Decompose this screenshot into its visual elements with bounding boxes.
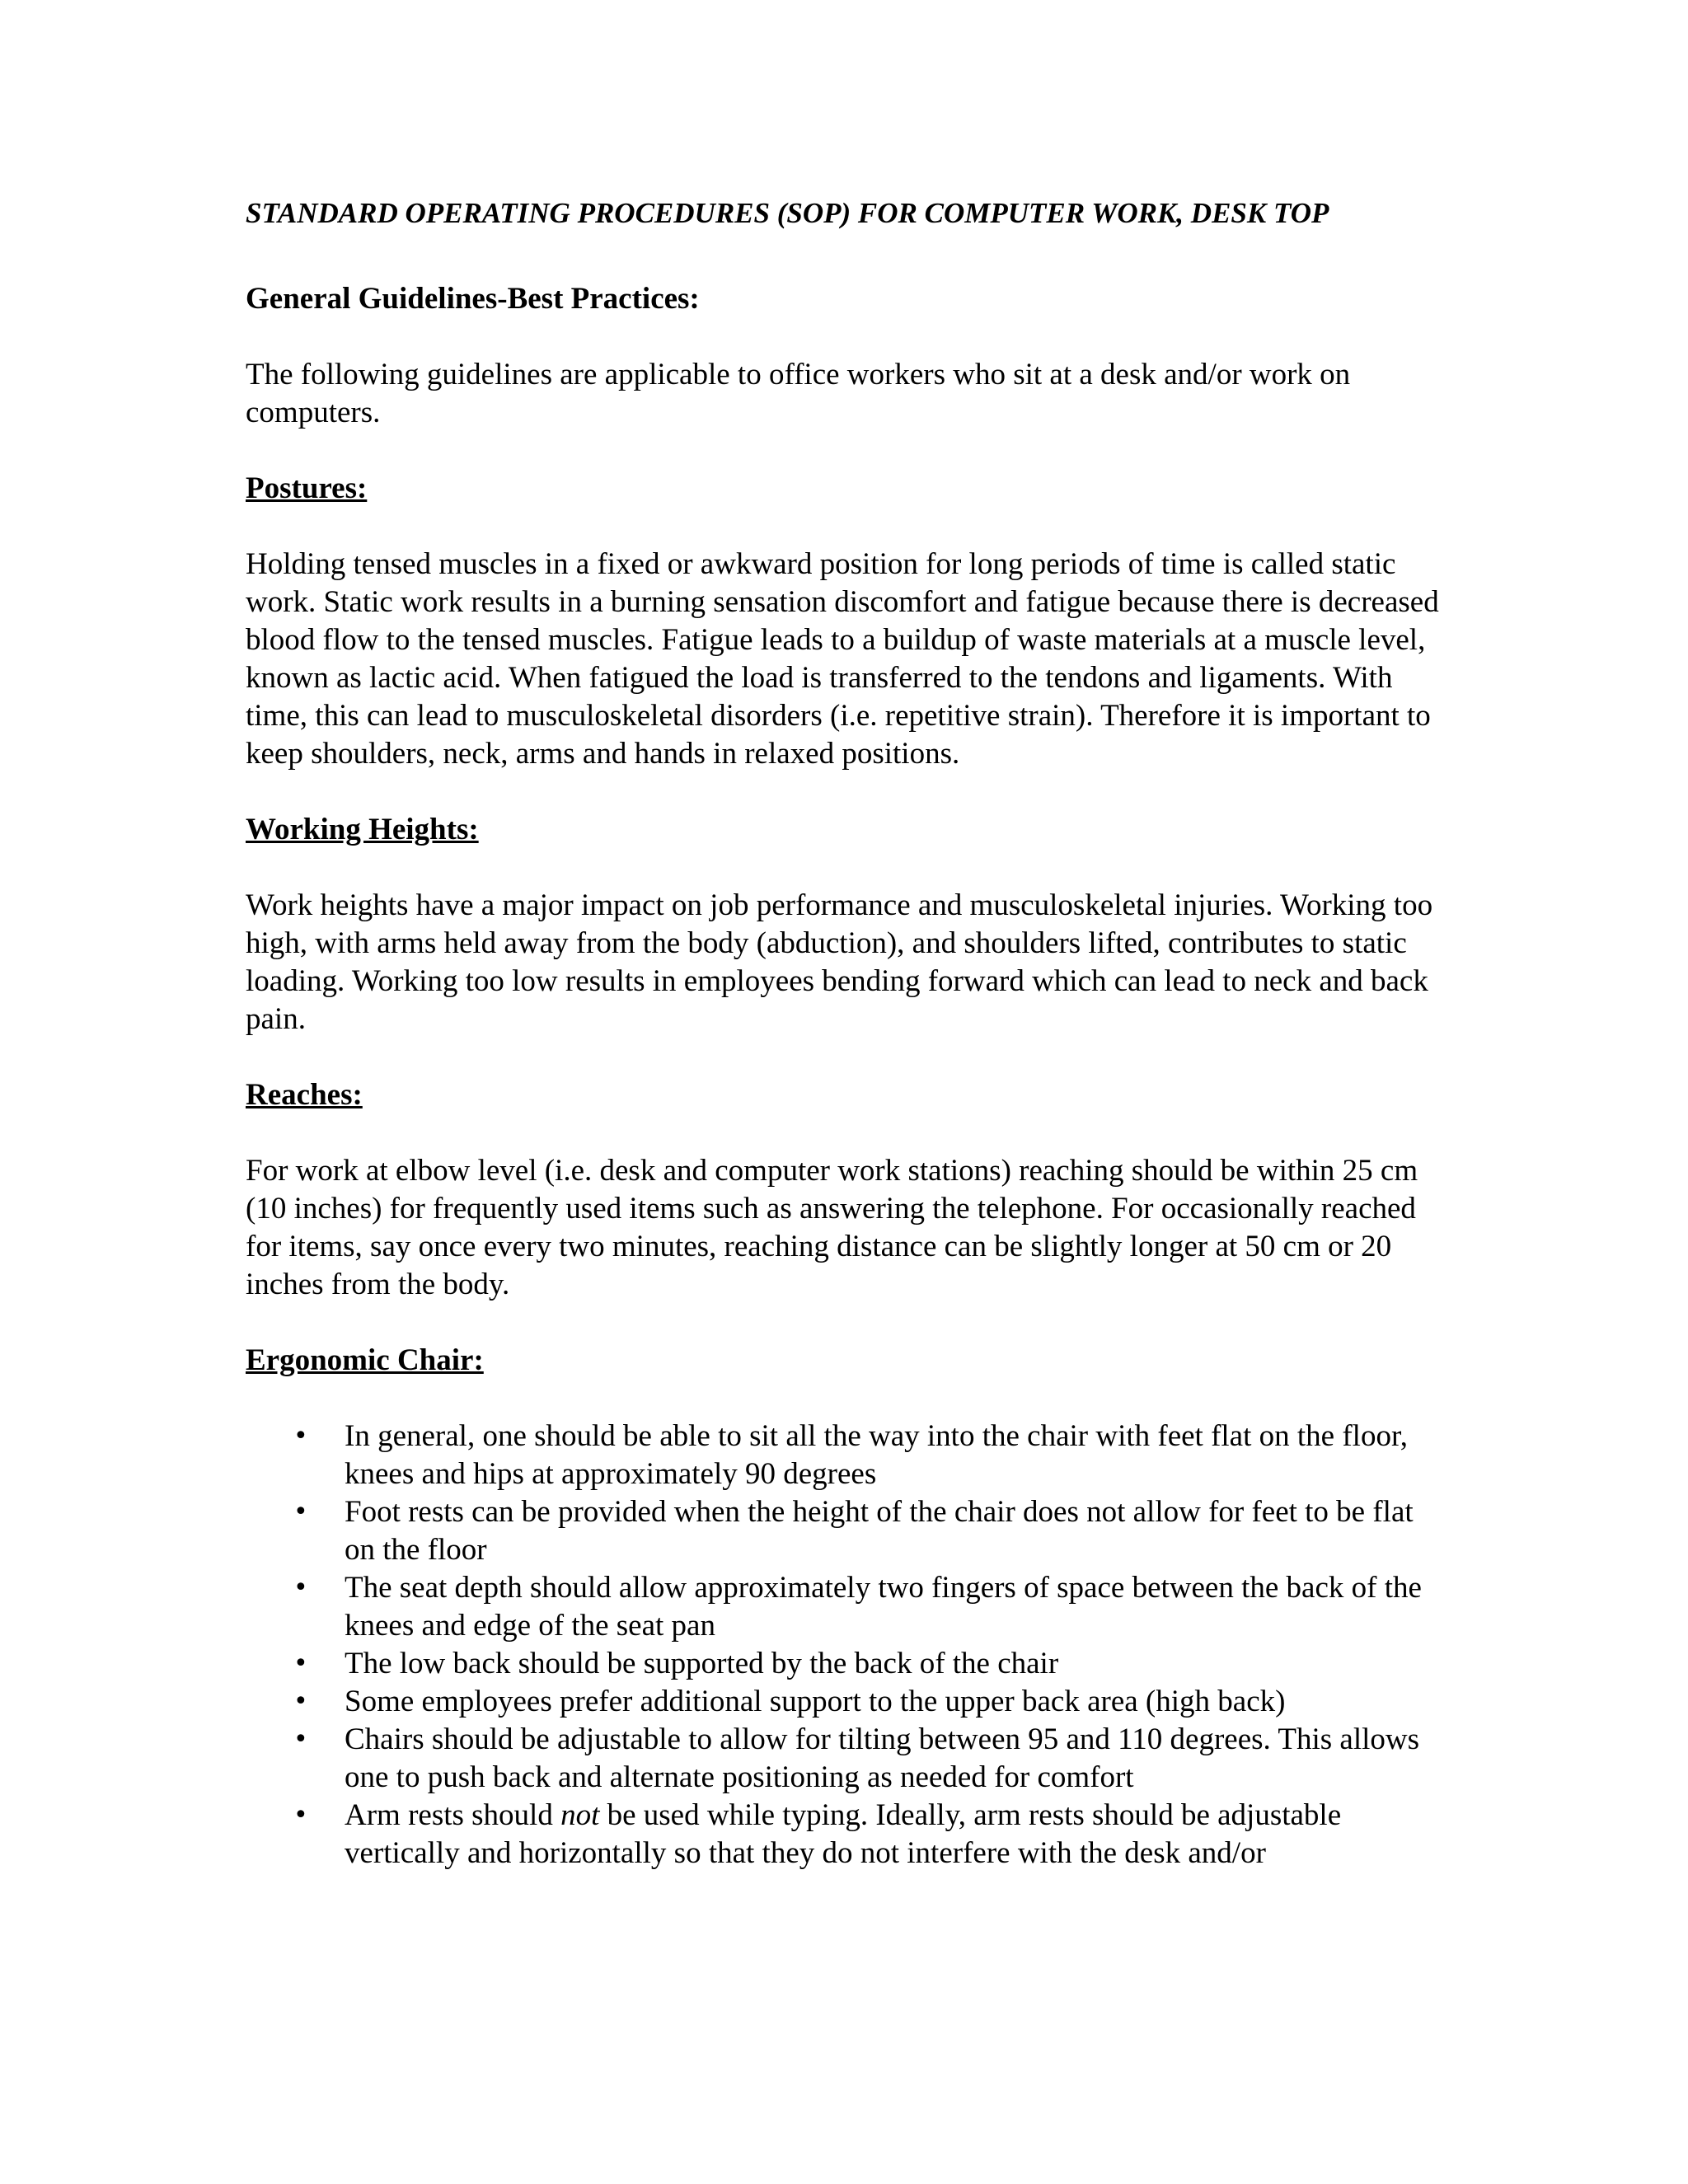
list-item-text: Some employees prefer additional support to the upper back area (high back) — [345, 1685, 1286, 1718]
ergonomic-chair-heading: Ergonomic Chair: — [246, 1343, 484, 1377]
reaches-paragraph: For work at elbow level (i.e. desk and computer work stations) reaching should be within 25 cm (10 inches) for frequently used items such as answering the telephone. For occasionally reached for items, say once every two minutes, reaching distance can be slightly longer at 50 cm or 20 inches from the body. — [246, 1154, 1418, 1301]
list-item — [246, 1569, 1441, 1645]
bullet-icon: • — [293, 1725, 308, 1754]
list-item-text-after: be used while typing. Ideally, arm rests should be adjustable vertically and horizontally so that they do not interfere with the desk and/or — [345, 1798, 1342, 1870]
general-guidelines-heading: General Guidelines-Best Practices: — [246, 282, 700, 316]
list-item — [246, 1645, 1441, 1683]
document-title: STANDARD OPERATING PROCEDURES (SOP) FOR COMPUTER WORK, DESK TOP — [246, 197, 1329, 229]
bullet-icon: • — [293, 1573, 308, 1602]
bullet-icon: • — [293, 1497, 308, 1526]
list-item-text: The seat depth should allow approximately two fingers of space between the back of the knees and edge of the seat pan — [345, 1571, 1422, 1643]
list-item-text: The low back should be supported by the back of the chair — [345, 1647, 1059, 1680]
emphasis-text: not — [560, 1798, 600, 1832]
list-item-text — [345, 1798, 1341, 1870]
working-heights-paragraph: Work heights have a major impact on job performance and musculoskeletal injuries. Working too high, with arms held away from the body (abduction), and shoulders lifted, contributes to static loading. Working too low results in employees bending forward which can lead to neck and back pain. — [246, 888, 1433, 1036]
ergonomic-chair-list — [246, 1418, 1441, 1872]
list-item — [246, 1418, 1441, 1493]
reaches-heading: Reaches: — [246, 1078, 363, 1112]
bullet-icon: • — [293, 1649, 308, 1678]
postures-heading: Postures: — [246, 471, 368, 505]
list-item-text-before: Arm rests should — [345, 1798, 561, 1832]
list-item-text: Foot rests can be provided when the height of the chair does not allow for feet to be flat on the floor — [345, 1495, 1414, 1567]
bullet-icon: • — [293, 1801, 308, 1830]
working-heights-heading: Working Heights: — [246, 813, 479, 846]
bullet-icon: • — [293, 1687, 308, 1716]
list-item — [246, 1797, 1441, 1872]
document-page — [246, 194, 1441, 1872]
list-item — [246, 1683, 1441, 1721]
list-item — [246, 1721, 1441, 1797]
postures-paragraph: Holding tensed muscles in a fixed or awkward position for long periods of time is called static work. Static work results in a burning sensation discomfort and fatigue because there is decreased blood flow to the tensed muscles. Fatigue leads to a buildup of waste materials at a muscle level, known as lactic acid. When fatigued the load is transferred to the tendons and ligaments. With time, this can lead to musculoskeletal disorders (i.e. repetitive strain). Therefore it is important to keep shoulders, neck, arms and hands in relaxed positions. — [246, 547, 1439, 771]
bullet-icon: • — [293, 1422, 308, 1451]
intro-paragraph: The following guidelines are applicable to office workers who sit at a desk and/or work on computers. — [246, 358, 1351, 429]
list-item-text: Chairs should be adjustable to allow for tilting between 95 and 110 degrees. This allows one to push back and alternate positioning as needed for comfort — [345, 1722, 1419, 1794]
list-item — [246, 1493, 1441, 1569]
list-item-text: In general, one should be able to sit all the way into the chair with feet flat on the floor, knees and hips at approximately 90 degrees — [345, 1419, 1409, 1491]
